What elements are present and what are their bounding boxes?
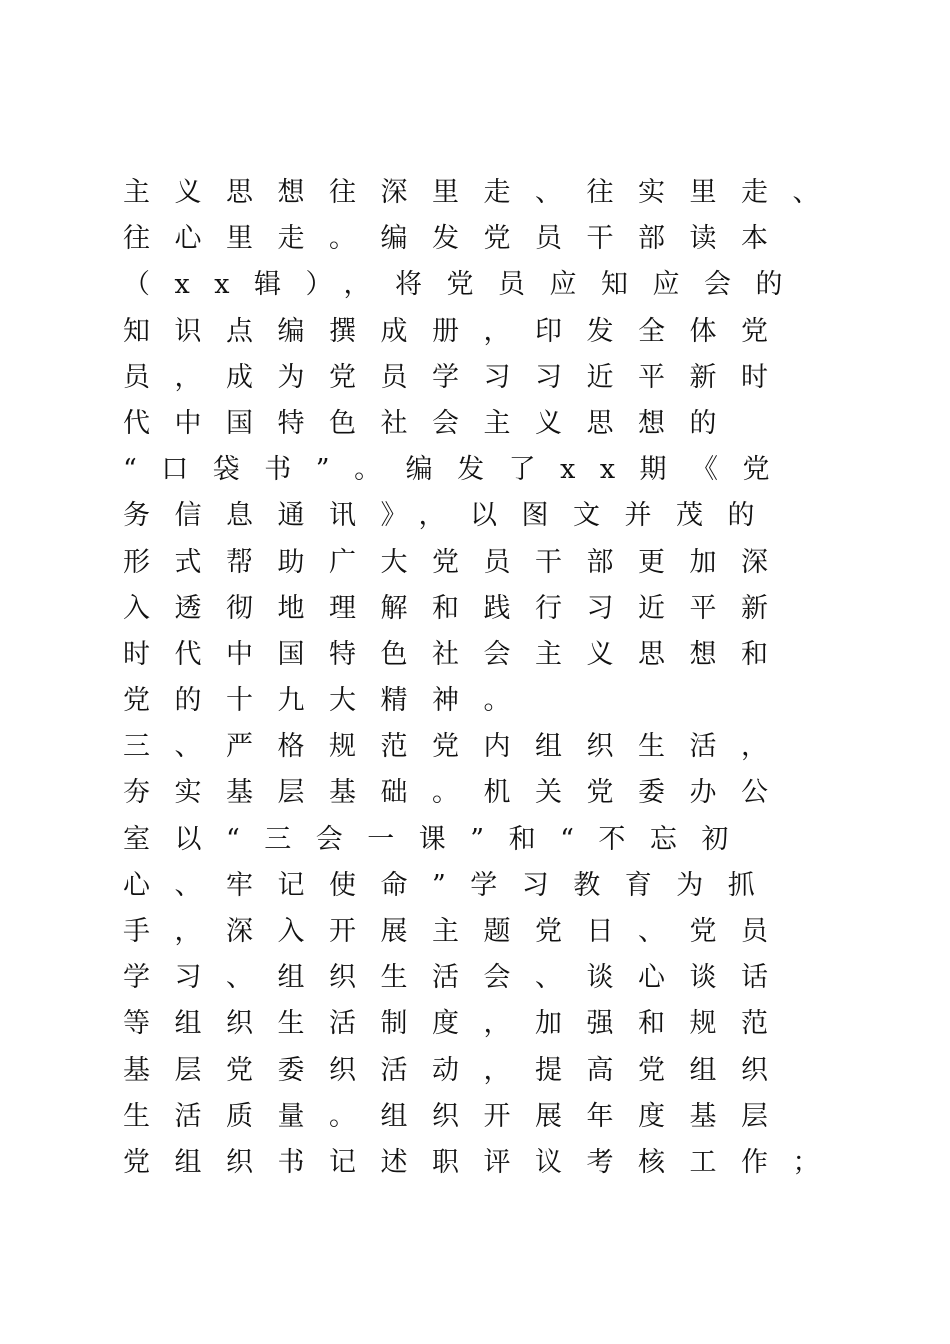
text-line: 党组织书记述职评议考核工作； [123,1146,844,1178]
text-line: 形式帮助广大党员干部更加深 [123,546,793,578]
text-line: 手，深入开展主题党日、党员 [123,916,793,947]
text-line: 夯实基层基础。机关党委办公 [123,777,793,809]
text-line: 时代中国特色社会主义思想和 [123,638,793,670]
text-line: 心、牢记使命”学习教育为抓 [123,869,780,901]
text-line: 员，成为党员学习习近平新时 [123,361,793,393]
text-line: 党的十九大精神。 [123,685,535,717]
text-line: 三、严格规范党内组织生活， [123,731,793,763]
text-line: 代中国特色社会主义思想的 [123,407,741,439]
text-line: 知识点编撰成册，印发全体党 [123,315,793,347]
text-line: 往心里走。编发党员干部读本 [123,223,793,255]
text-line: （xx辑），将党员应知应会的 [123,269,807,301]
text-line: 学习、组织生活会、谈心谈话 [123,962,793,994]
text-line: 室以“三会一课”和“不忘初 [123,823,753,855]
text-line: 生活质量。组织开展年度基层 [123,1100,793,1132]
text-line: “口袋书”。编发了xx期《党 [123,454,795,486]
text-line: 务信息通讯》，以图文并茂的 [123,500,779,532]
text-line: 主义思想往深里走、往实里走、 [123,177,844,208]
text-line: 等组织生活制度，加强和规范 [123,1008,793,1040]
text-line: 入透彻地理解和践行习近平新 [123,592,793,624]
body-text [123,170,853,1186]
text-line: 基层党委织活动，提高党组织 [123,1054,793,1086]
